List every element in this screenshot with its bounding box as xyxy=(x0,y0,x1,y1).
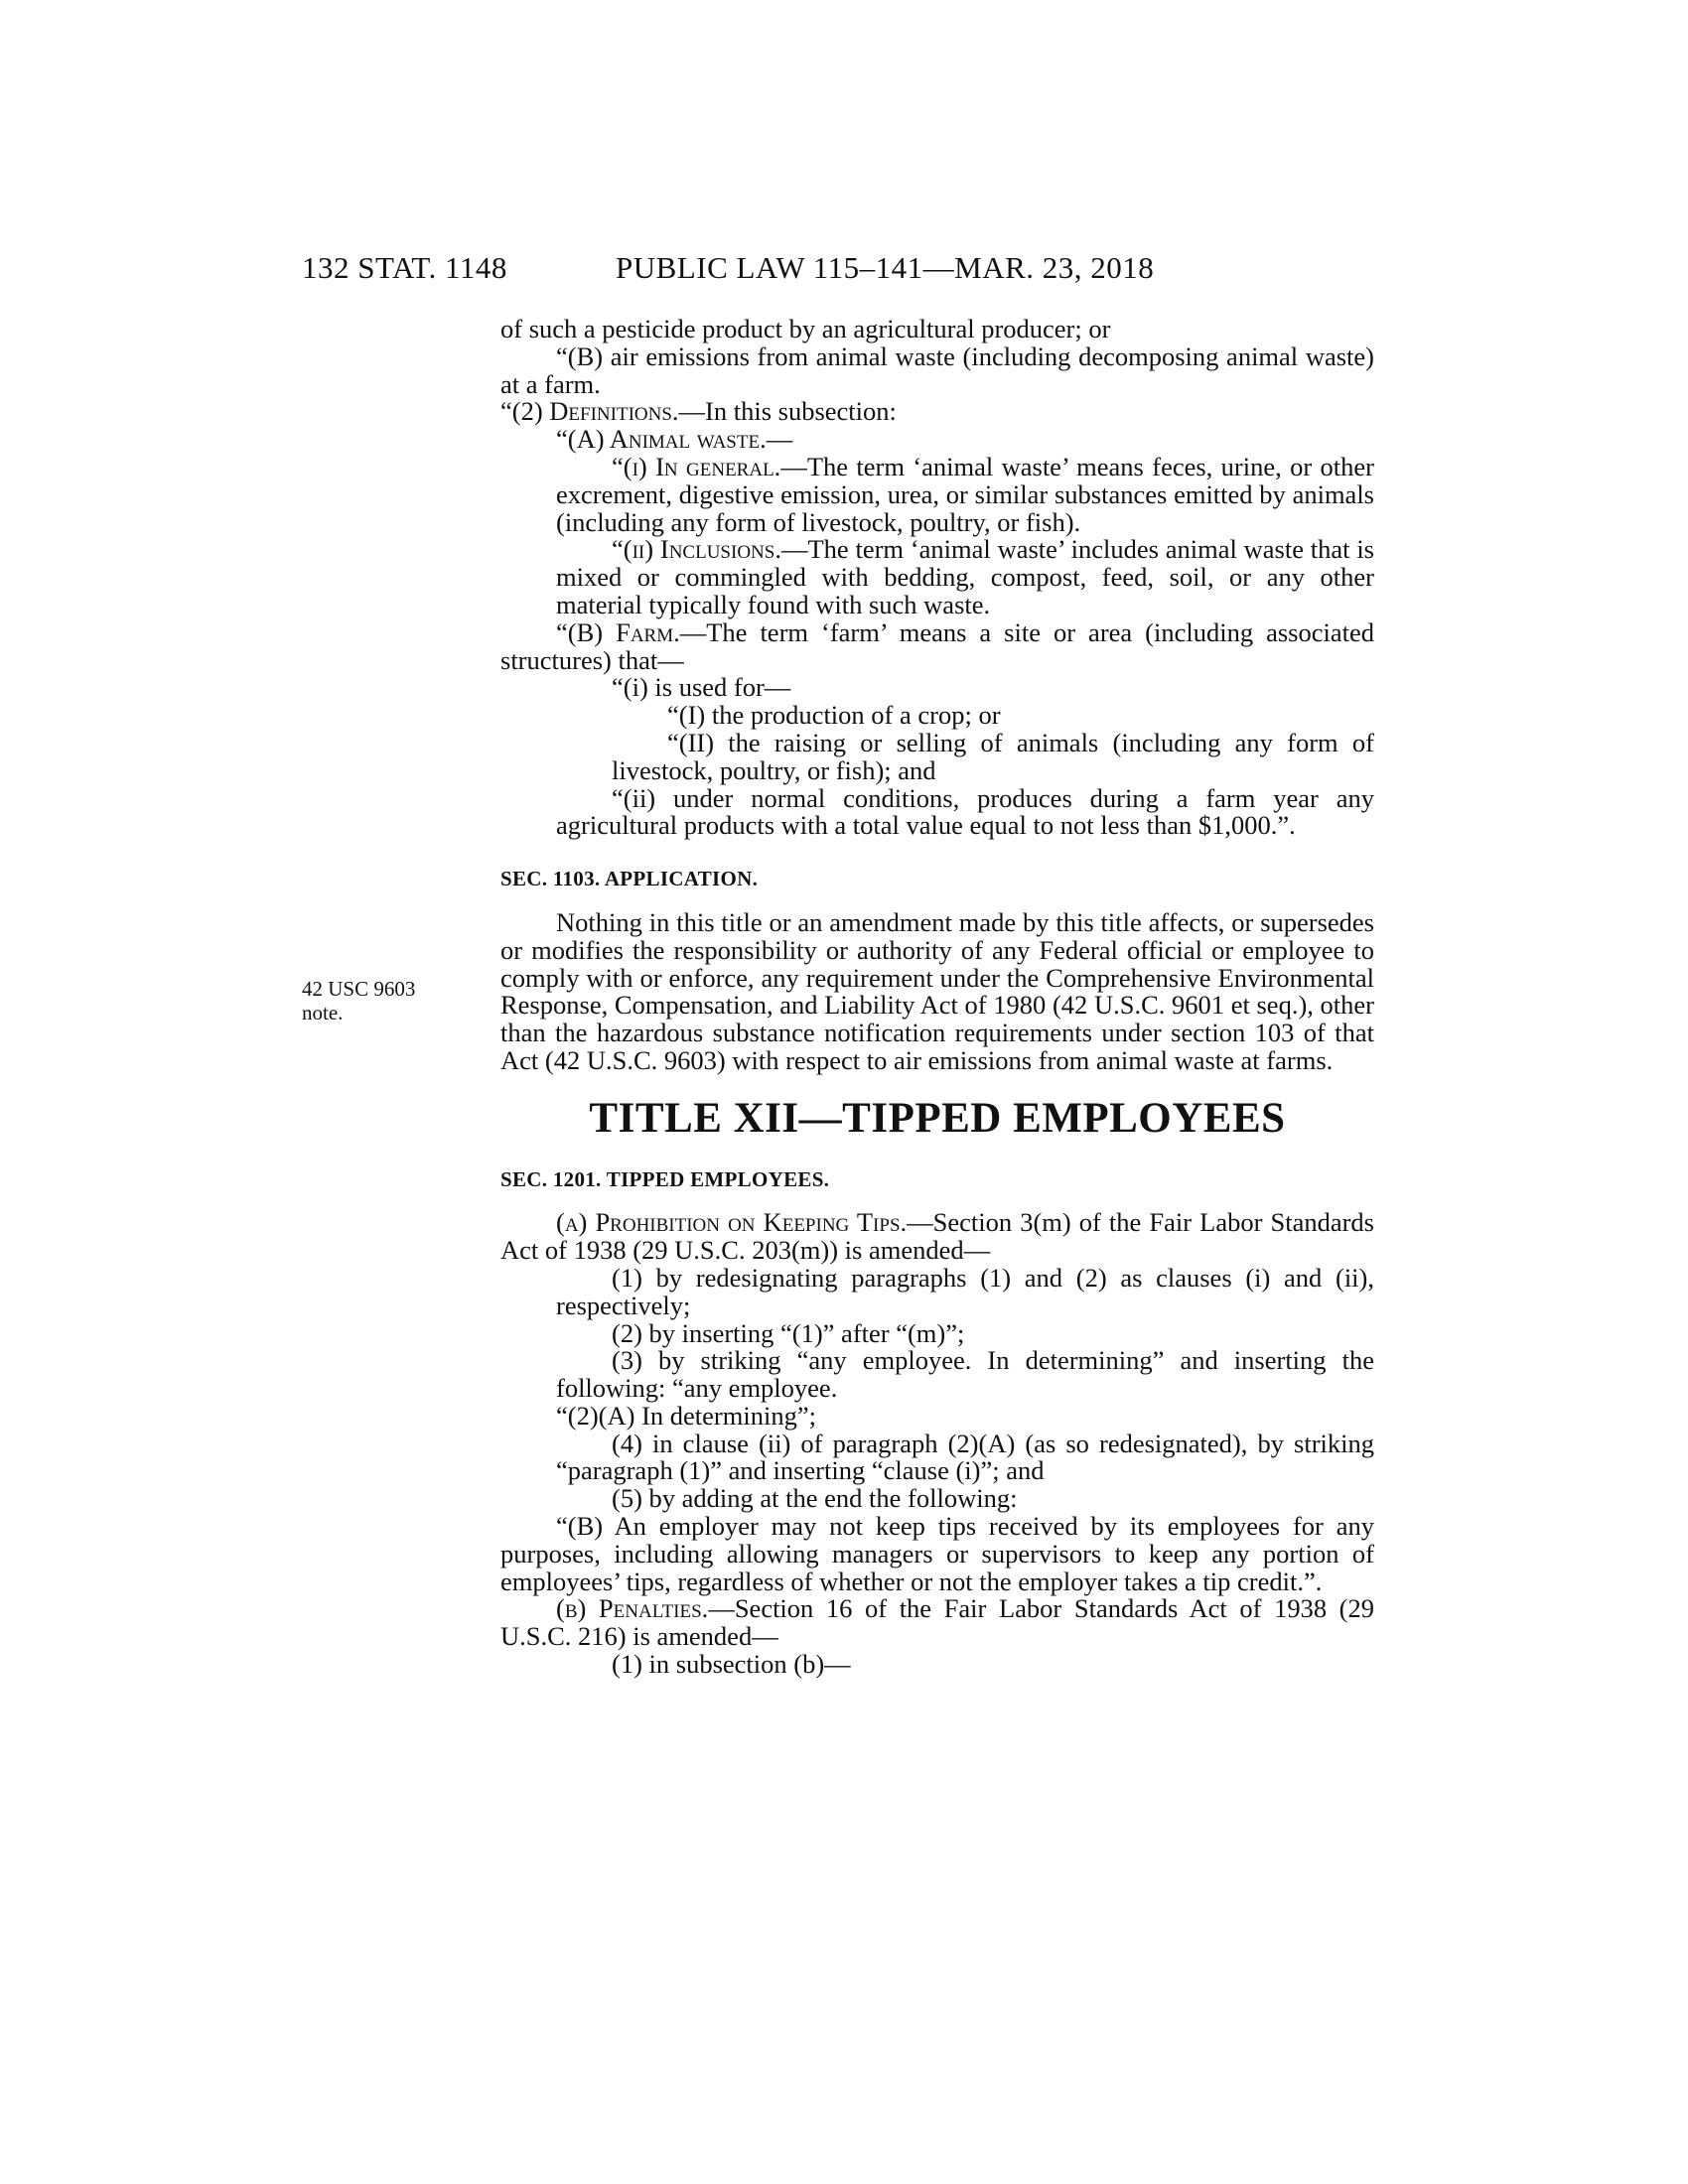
document-body xyxy=(500,316,1374,1679)
amendment-4: (4) in clause (ii) of paragraph (2)(A) (as so redesignated), by striking “paragraph (1)” and inserting “clause (i)”; and xyxy=(556,1428,1374,1486)
farm-clause-ii: “(ii) under normal conditions, produces during a farm year any agricultural products with a total value equal to not less than $1,000.”. xyxy=(556,782,1374,841)
subsection-b-text: —Section 16 of the Fair Labor Standards Act of 1938 (29 U.S.C. 216) is amended— xyxy=(500,1593,1375,1652)
in-general-text: —The term ‘animal waste’ means feces, urine, or other excrement, digestive emission, urea, or similar substances emitted by animals (including any form of livestock, poultry, or fish). xyxy=(556,451,1374,537)
page-citation: 132 STAT. 1148 xyxy=(302,250,507,285)
section-1103-heading: SEC. 1103. APPLICATION. xyxy=(500,867,759,891)
section-1201-heading: SEC. 1201. TIPPED EMPLOYEES. xyxy=(500,1166,830,1191)
subsection-a xyxy=(500,1209,1374,1265)
amendment-5: (5) by adding at the end the following: xyxy=(612,1483,1018,1514)
paragraph-A-animal-waste xyxy=(500,426,1374,454)
amendment-5-quote: “(B) An employer may not keep tips received by its employees for any purposes, including allowing managers or supervisors to keep any portion of employees’ tips, regardless of whether or not the employer takes a tip credit.”. xyxy=(500,1511,1374,1596)
farm-clause-i: “(i) is used for— xyxy=(612,672,791,703)
paragraph-2-definitions xyxy=(500,398,1374,426)
title-xii-heading: TITLE XII—TIPPED EMPLOYEES xyxy=(589,1094,1286,1142)
clause-i-in-general xyxy=(500,451,1374,537)
definitions-text: —In this subsection: xyxy=(678,396,897,427)
margin-note-line1: 42 USC 9603 xyxy=(302,977,416,1001)
farm-label: “(B) Farm. xyxy=(556,616,680,647)
amendment-1: (1) by redesignating paragraphs (1) and (2) as clauses (i) and (ii), respectively; xyxy=(556,1262,1374,1320)
paragraph-B-air-emissions: “(B) air emissions from animal waste (including decomposing animal waste) at a farm. xyxy=(500,341,1374,399)
farm-subclause-I: “(I) the production of a crop; or xyxy=(667,700,1001,731)
subsection-b xyxy=(500,1595,1374,1651)
pesticide-continuation: of such a pesticide product by an agricultural producer; or xyxy=(500,314,1111,343)
paragraph-B-farm xyxy=(500,616,1374,675)
inclusions-text: —The term ‘animal waste’ includes animal waste that is mixed or commingled with bedding, compost, feed, soil, or any other material typically found with such waste. xyxy=(556,534,1374,619)
farm-subclause-II: “(II) the raising or selling of animals (including any form of livestock, poultry, or fish); and xyxy=(612,727,1374,785)
animal-waste-label: “(A) Animal waste. xyxy=(556,424,767,455)
subsection-a-text: —Section 3(m) of the Fair Labor Standards Act of 1938 (29 U.S.C. 203(m)) is amended— xyxy=(500,1207,1374,1266)
margin-note xyxy=(302,977,441,1024)
running-header: PUBLIC LAW 115–141—MAR. 23, 2018 xyxy=(616,250,1155,285)
section-1103-text: Nothing in this title or an amendment made by this title affects, or supersedes or modifies the responsibility or authority of any Federal official or employee to comply with or enforce, any requirement under the Comprehensive Environmental Response, Compensation, and Liability Act of 1980 (42 U.S.C. 9601 et seq.), other than the hazardous substance notification requirements under section 103 of that Act (42 U.S.C. 9603) with respect to air emissions from animal waste at farms. xyxy=(500,906,1374,1075)
subsection-b-label: (b) Penalties. xyxy=(556,1593,709,1624)
subsection-a-label: (a) Prohibition on Keeping Tips. xyxy=(556,1207,908,1238)
clause-ii-inclusions xyxy=(500,536,1374,618)
definitions-label: “(2) Definitions. xyxy=(500,396,679,427)
farm-text: —The term ‘farm’ means a site or area (including associated structures) that— xyxy=(500,616,1374,675)
animal-waste-dash: — xyxy=(766,424,793,455)
margin-note-line2: note. xyxy=(302,1001,344,1024)
amendment-3-quote: “(2)(A) In determining”; xyxy=(556,1400,816,1431)
amendment-3: (3) by striking “any employee. In determining” and inserting the following: “any employee. xyxy=(556,1345,1374,1404)
subsection-b-paragraph-1: (1) in subsection (b)— xyxy=(612,1649,851,1680)
amendment-2: (2) by inserting “(1)” after “(m)”; xyxy=(612,1317,965,1348)
inclusions-label: “(ii) Inclusions. xyxy=(612,534,781,565)
in-general-label: “(i) In general. xyxy=(612,451,781,481)
